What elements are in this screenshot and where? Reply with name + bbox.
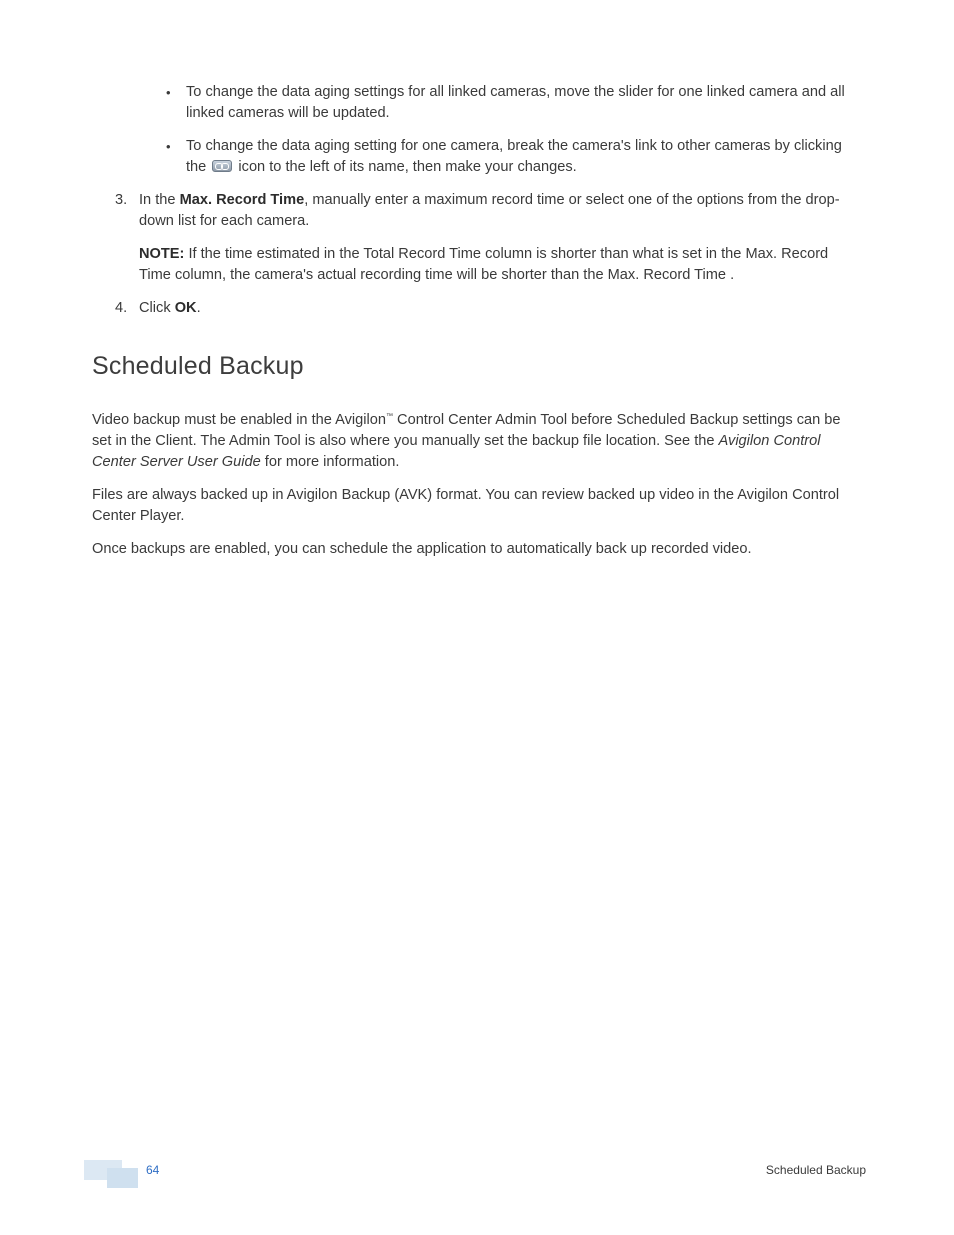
guide-title: Avigilon Control Center Server User Guide — [92, 433, 821, 470]
footer-logo-block — [107, 1168, 138, 1188]
paragraph: Once backups are enabled, you can schedule the application to automatically back up recorded video. — [92, 541, 752, 557]
bullet-text: icon to the left of its name, then make your changes. — [234, 159, 577, 175]
list-item — [166, 136, 856, 178]
bullet-text: To change the data aging setting for one camera, break the camera's link to other cameras by clicking the — [186, 138, 842, 175]
note — [139, 244, 862, 286]
trademark-symbol: ™ — [385, 413, 393, 420]
paragraph-text: Video backup must be enabled in the Avigilon — [92, 412, 386, 428]
bullet-dot: • — [166, 85, 171, 100]
step-bold-term: Max. Record Time — [179, 192, 305, 208]
step-text: Click — [139, 300, 175, 316]
list-item — [166, 82, 856, 124]
numbered-steps — [112, 190, 862, 331]
bullet-text: To change the data aging settings for all linked cameras, move the slider for one linked camera and all linked cameras will be updated. — [186, 84, 845, 121]
page-number: 64 — [146, 1163, 160, 1177]
note-text: If the time estimated in the Total Record Time column is shorter than what is set in the Max. Record Time column, the camera's actual recording time will be shorter than the Max. Record Time . — [139, 246, 829, 283]
footer-section-name: Scheduled Backup — [765, 1163, 866, 1177]
step-text: , manually enter a maximum record time or select one of the options from the drop-down list for each camera. — [139, 192, 840, 229]
section-body — [92, 406, 862, 572]
step-3 — [112, 190, 862, 286]
step-number: 3. — [115, 192, 128, 208]
note-label: NOTE: — [139, 246, 185, 262]
paragraph-text: Control Center Admin Tool before Scheduled Backup settings can be set in the Client. The Admin Tool is also where you manually set the backup file location. See the — [92, 412, 841, 449]
section-heading: Scheduled Backup — [92, 352, 304, 380]
paragraph: Files are always backed up in Avigilon Backup (AVK) format. You can review backed up video in the Avigilon Control Center Player. — [92, 487, 840, 524]
step-number: 4. — [115, 300, 128, 316]
bullet-list — [166, 82, 856, 190]
page-footer — [0, 1158, 954, 1198]
paragraph-text: for more information. — [260, 454, 400, 470]
paragraph — [92, 406, 862, 473]
step-text: In the — [139, 192, 180, 208]
bullet-dot: • — [166, 139, 171, 154]
step-4 — [112, 298, 862, 319]
step-text: . — [196, 300, 201, 316]
step-bold-term: OK — [174, 300, 197, 316]
link-icon — [212, 160, 232, 172]
